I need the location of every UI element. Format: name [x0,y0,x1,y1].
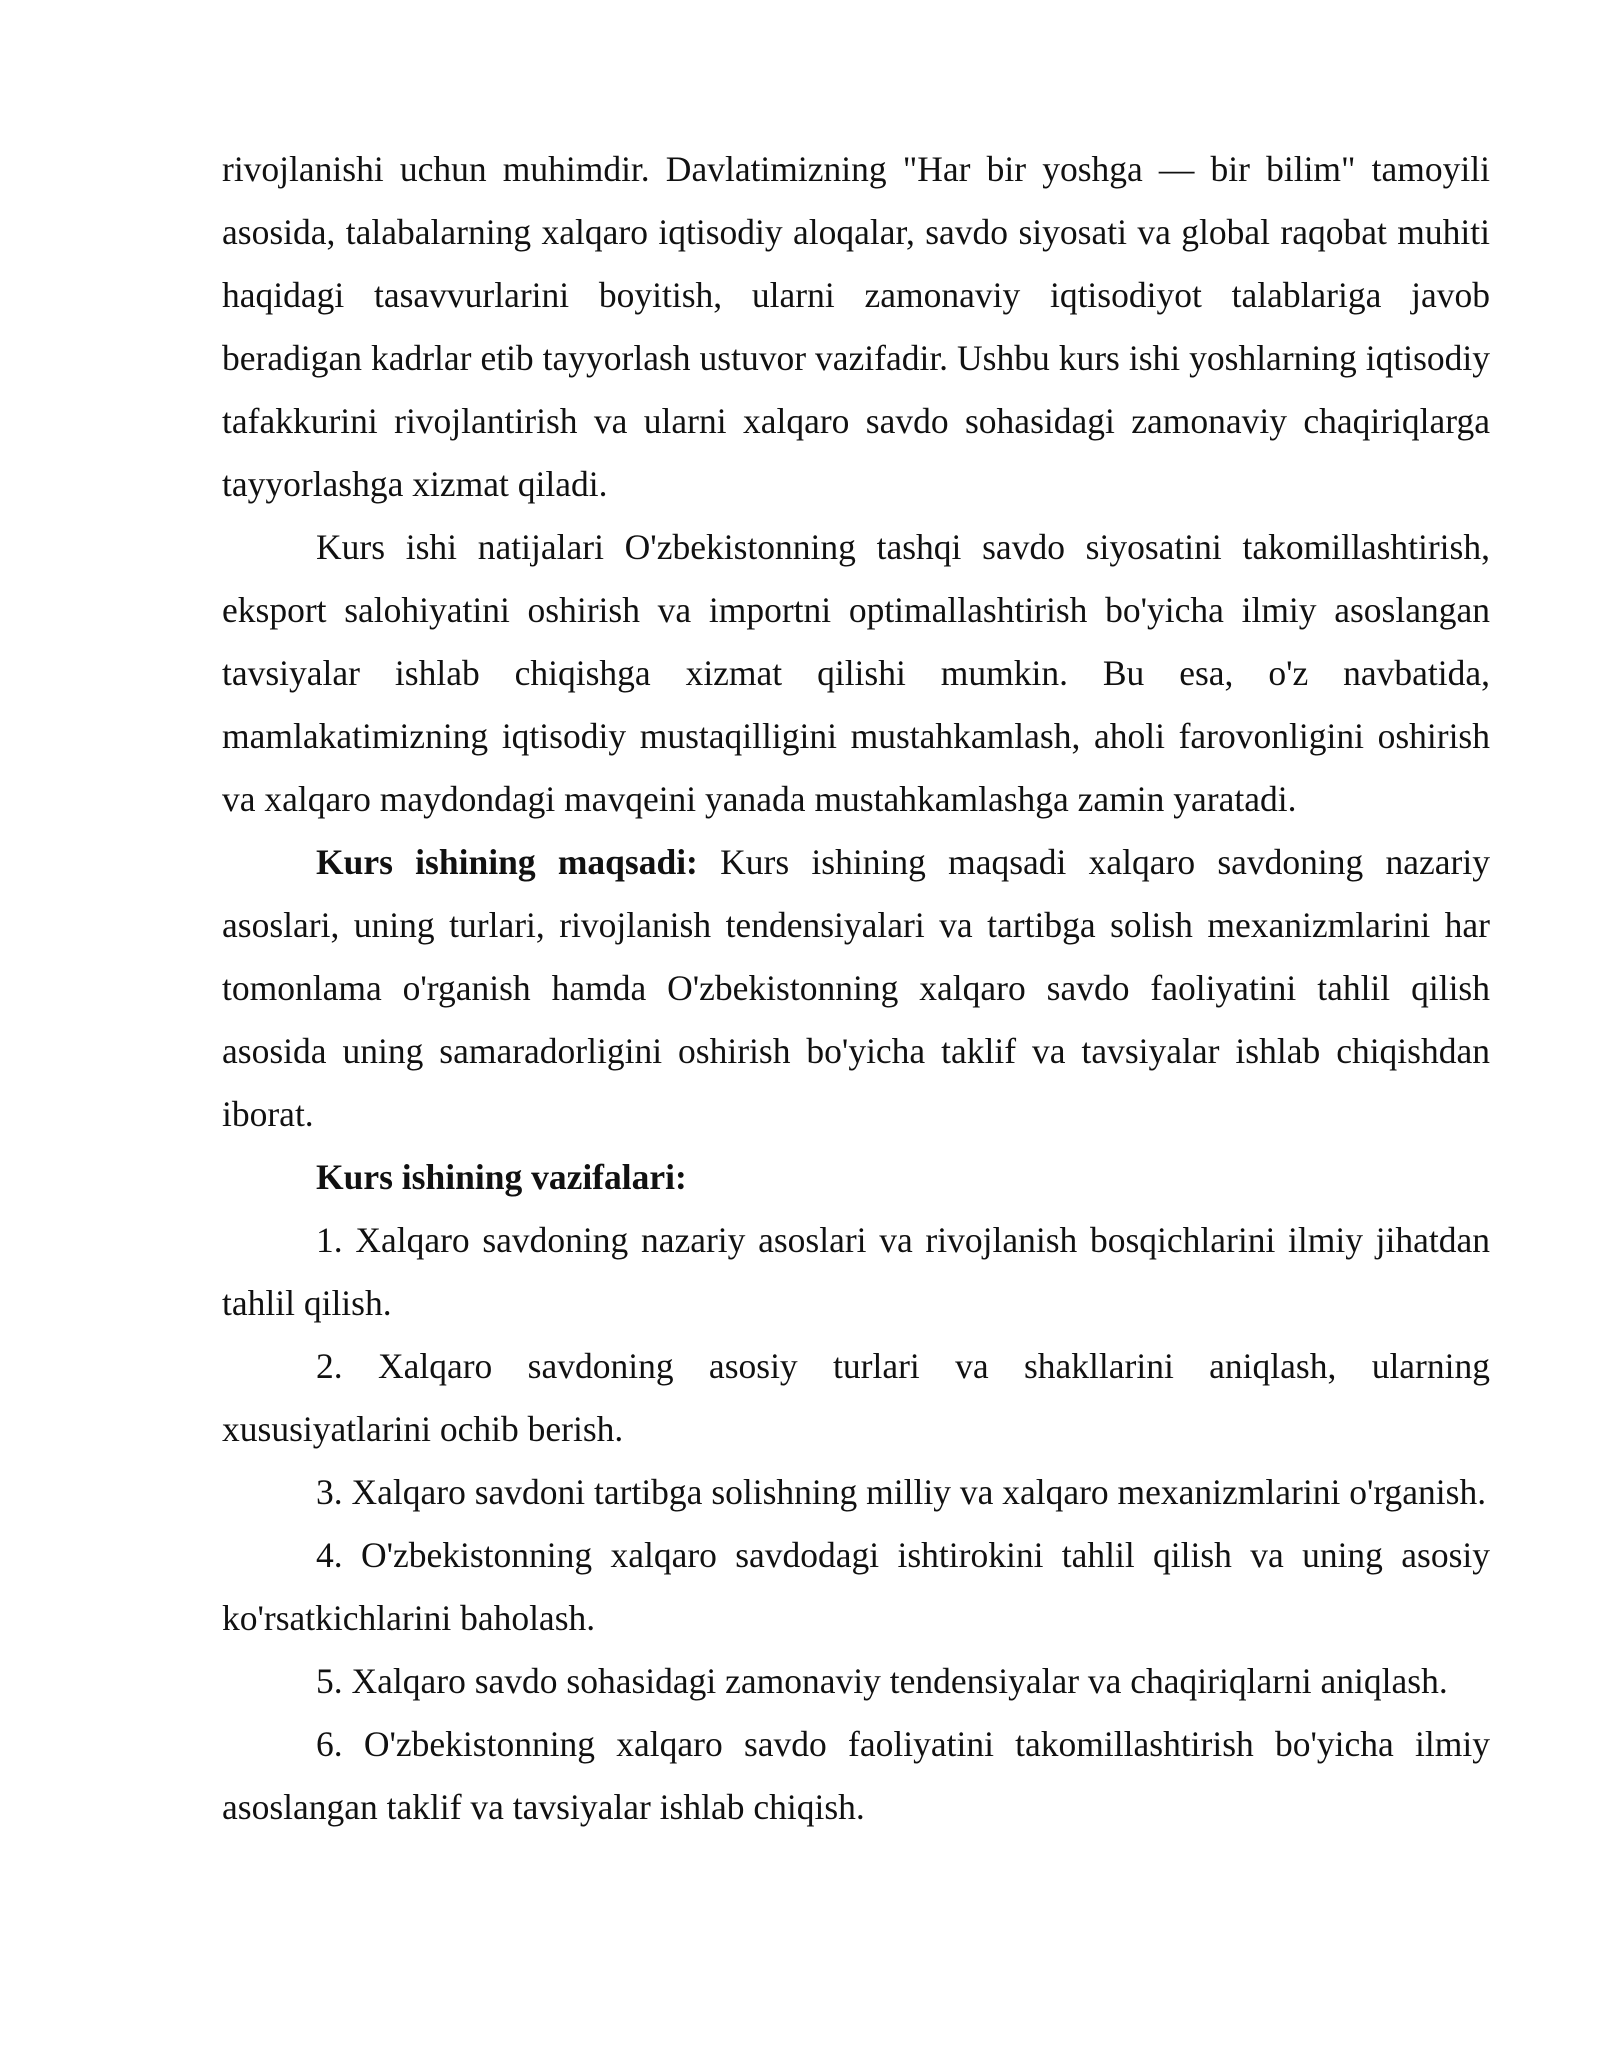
task-item: 2. Xalqaro savdoning asosiy turlari va shakllarini aniqlash, ularning xususiyatlarini ochib berish. [222,1346,1490,1449]
goal-text: Kurs ishining maqsadi xalqaro savdoning nazariy asoslari, uning turlari, rivojlanish tendensiyalari va tartibga solish mexanizmlarini har tomonlama o'rganish hamda O'zbekistonning xalqaro savdo faoliyatini tahlil qilish asosida uning samaradorligini oshirish bo'yicha taklif va tavsiyalar ishlab chiqishdan iborat. [222,842,1490,1134]
task-item: 5. Xalqaro savdo sohasidagi zamonaviy tendensiyalar va chaqiriqlarni aniqlash. [316,1661,1448,1701]
goal-label: Kurs ishining maqsadi: [316,842,698,882]
document-page [222,138,1490,1839]
task-item: 6. O'zbekistonning xalqaro savdo faoliyatini takomillashtirish bo'yicha ilmiy asoslangan taklif va tavsiyalar ishlab chiqish. [222,1724,1490,1827]
results-paragraph: Kurs ishi natijalari O'zbekistonning tashqi savdo siyosatini takomillashtirish, eksport salohiyatini oshirish va importni optimallashtirish bo'yicha ilmiy asoslangan tavsiyalar ishlab chiqishga xizmat qilishi mumkin. Bu esa, o'z navbatida, mamlakatimizning iqtisodiy mustaqilligini mustahkamlash, aholi farovonligini oshirish va xalqaro maydondagi mavqeini yanada mustahkamlashga zamin yaratadi. [222,527,1490,819]
intro-continuation-paragraph: rivojlanishi uchun muhimdir. Davlatimizning "Har bir yoshga — bir bilim" tamoyili asosida, talabalarning xalqaro iqtisodiy aloqalar, savdo siyosati va global raqobat muhiti haqidagi tasavvurlarini boyitish, ularni zamonaviy iqtisodiyot talablariga javob beradigan kadrlar etib tayyorlash ustuvor vazifadir. Ushbu kurs ishi yoshlarning iqtisodiy tafakkurini rivojlantirish va ularni xalqaro savdo sohasidagi zamonaviy chaqiriqlarga tayyorlashga xizmat qiladi. [222,149,1490,504]
task-item: 1. Xalqaro savdoning nazariy asoslari va rivojlanish bosqichlarini ilmiy jihatdan tahlil qilish. [222,1220,1490,1323]
goal-paragraph [222,831,1490,1146]
tasks-heading: Kurs ishining vazifalari: [316,1157,687,1197]
task-item: 3. Xalqaro savdoni tartibga solishning milliy va xalqaro mexanizmlarini o'rganish. [316,1472,1487,1512]
task-item: 4. O'zbekistonning xalqaro savdodagi ishtirokini tahlil qilish va uning asosiy ko'rsatkichlarini baholash. [222,1535,1490,1638]
